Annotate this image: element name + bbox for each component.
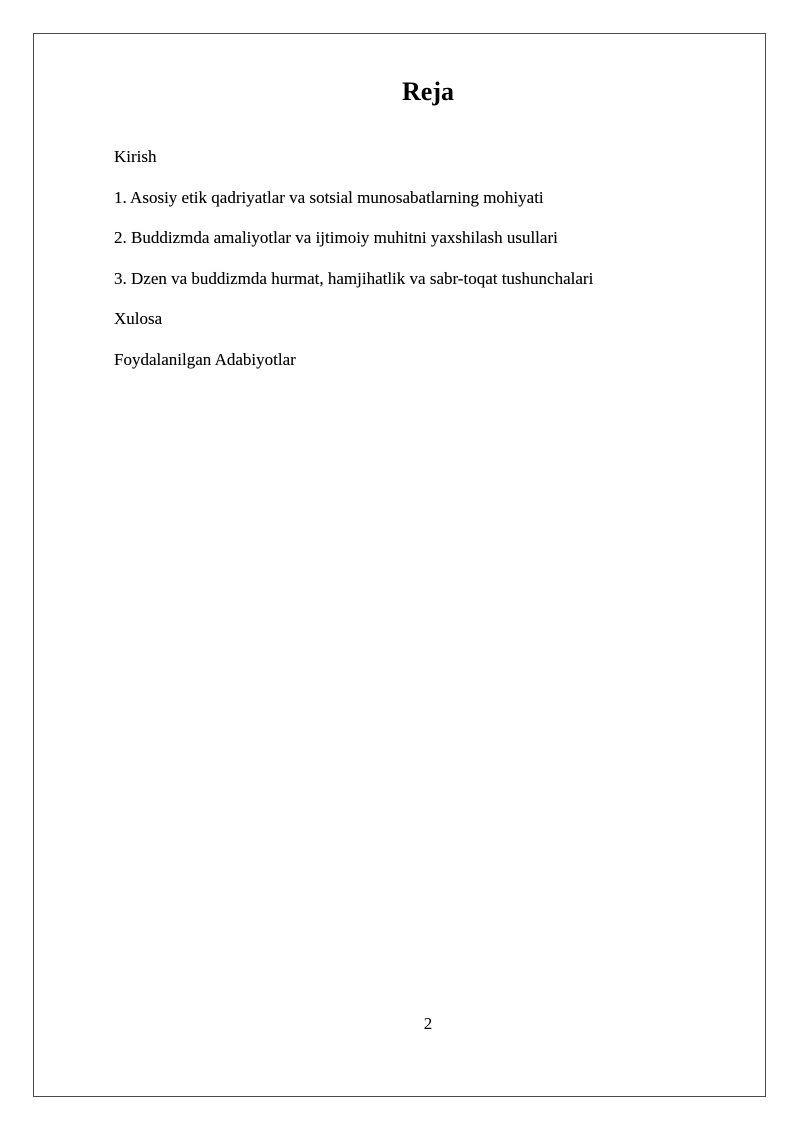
- page-number: 2: [423, 1014, 433, 1033]
- table-of-contents: [114, 146, 593, 390]
- toc-item-section-2: 2. Buddizmda amaliyotlar va ijtimoiy muhitni yaxshilash usullari: [114, 228, 558, 248]
- toc-item-conclusion: Xulosa: [114, 309, 163, 329]
- page-title: Reja: [402, 77, 454, 106]
- toc-item-introduction: Kirish: [114, 147, 157, 166]
- toc-item-section-1: 1. Asosiy etik qadriyatlar va sotsial munosabatlarning mohiyati: [114, 187, 544, 207]
- toc-item-section-3: 3. Dzen va buddizmda hurmat, hamjihatlik va sabr-toqat tushunchalari: [114, 268, 594, 288]
- toc-item-references: Foydalanilgan Adabiyotlar: [114, 349, 296, 369]
